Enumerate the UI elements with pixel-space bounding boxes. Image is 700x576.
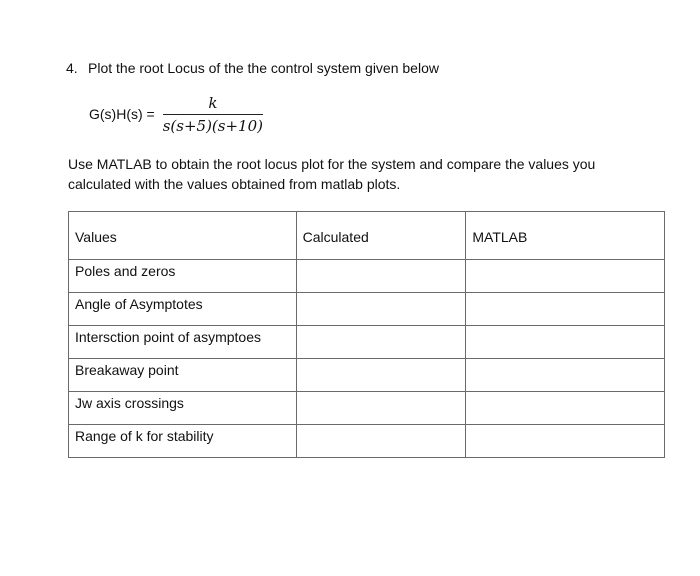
header-values: Values [69, 212, 297, 260]
calculated-cell[interactable] [296, 359, 466, 392]
formula-denominator: s(s+5)(s+10) [162, 116, 263, 135]
table-row [69, 392, 665, 425]
table-header-row [69, 212, 665, 260]
calculated-cell[interactable] [296, 425, 466, 458]
header-matlab: MATLAB [466, 212, 665, 260]
table-row [69, 359, 665, 392]
table-row [69, 260, 665, 293]
calculated-cell[interactable] [296, 392, 466, 425]
matlab-cell[interactable] [466, 392, 665, 425]
formula-lhs: G(s)H(s) = [89, 106, 155, 122]
row-label: Angle of Asymptotes [69, 293, 297, 326]
row-label: Intersction point of asymptoes [69, 326, 297, 359]
instructions-paragraph: Use MATLAB to obtain the root locus plot for the system and compare the values you calculated with the values obtained from matlab plots. [68, 156, 596, 192]
comparison-table [68, 211, 665, 458]
formula-fraction [159, 94, 267, 135]
row-label: Range of k for stability [69, 425, 297, 458]
matlab-cell[interactable] [466, 326, 665, 359]
table-row [69, 293, 665, 326]
calculated-cell[interactable] [296, 326, 466, 359]
matlab-cell[interactable] [466, 260, 665, 293]
calculated-cell[interactable] [296, 293, 466, 326]
table-row [69, 425, 665, 458]
transfer-function-formula [89, 92, 267, 136]
row-label: Poles and zeros [69, 260, 297, 293]
matlab-cell[interactable] [466, 425, 665, 458]
calculated-cell[interactable] [296, 260, 466, 293]
question-heading [66, 60, 439, 76]
question-number: 4. [66, 60, 78, 76]
table-row [69, 326, 665, 359]
formula-numerator: k [208, 93, 218, 112]
header-calculated: Calculated [296, 212, 466, 260]
matlab-cell[interactable] [466, 359, 665, 392]
question-text: Plot the root Locus of the the control system given below [88, 60, 439, 76]
row-label: Jw axis crossings [69, 392, 297, 425]
row-label: Breakaway point [69, 359, 297, 392]
matlab-cell[interactable] [466, 293, 665, 326]
